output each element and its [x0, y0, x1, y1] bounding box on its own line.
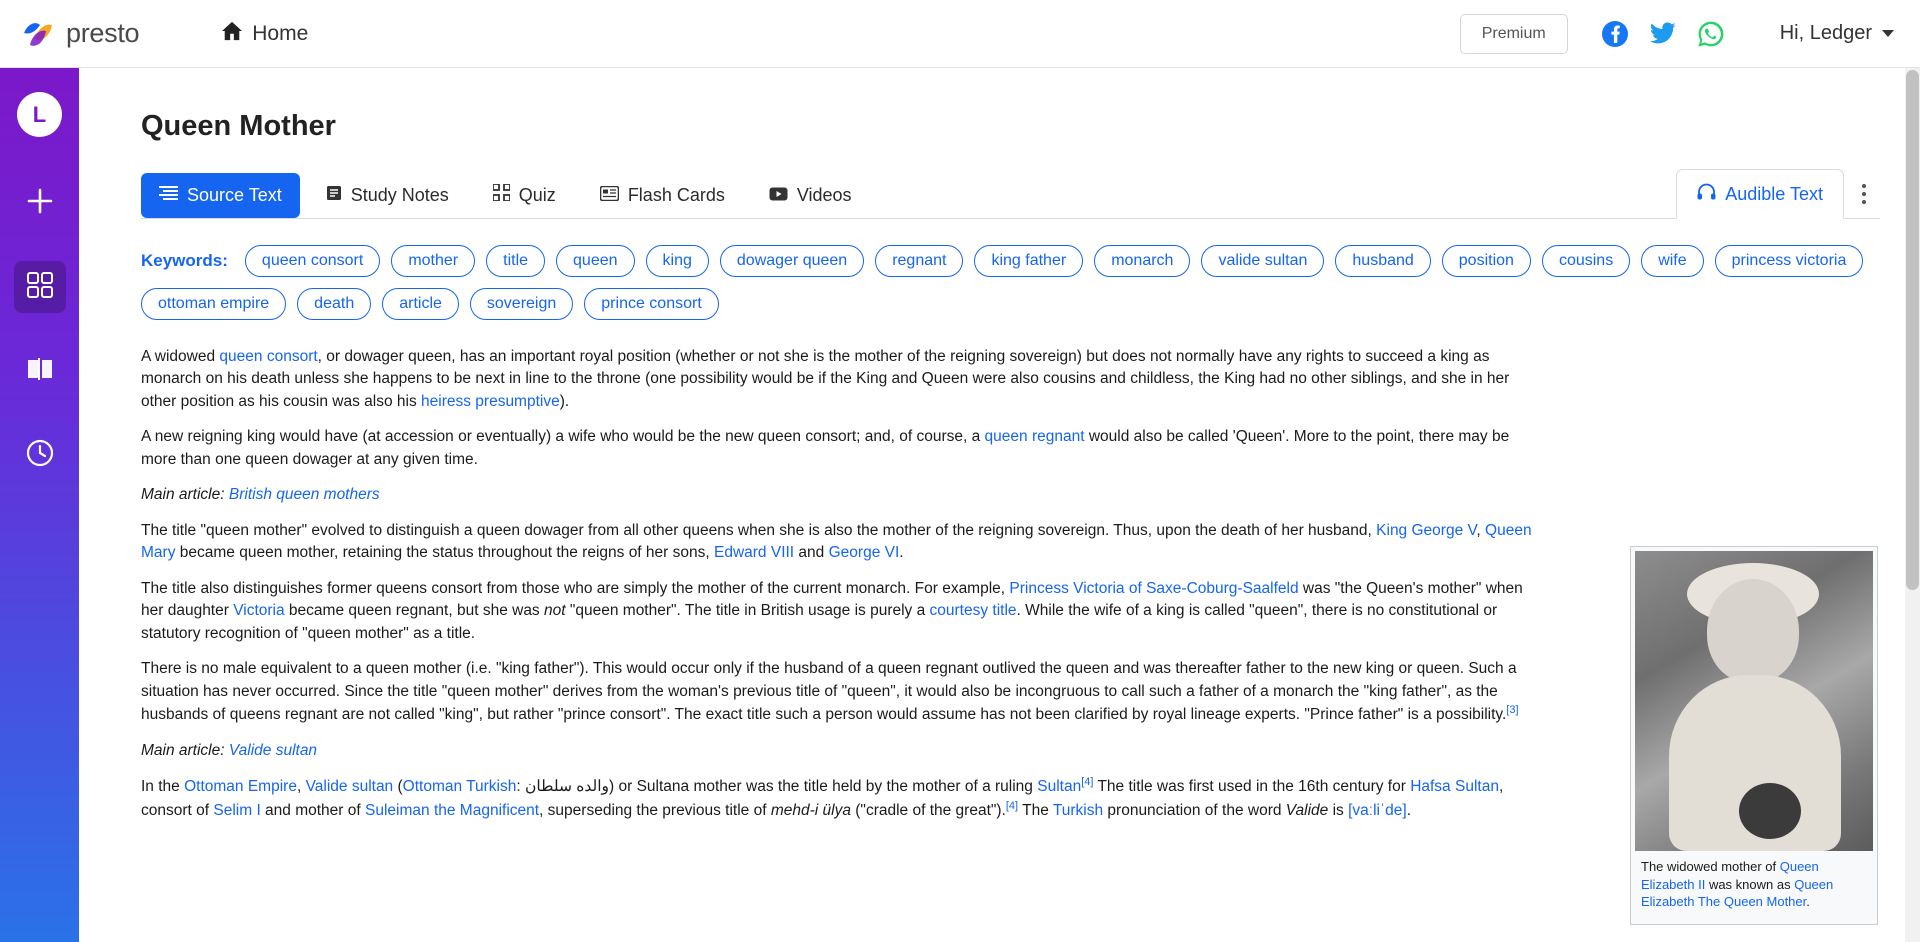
- paragraph-5: [141, 658, 1536, 727]
- citation-link[interactable]: [4]: [1005, 799, 1019, 812]
- link-queen-regnant[interactable]: queen regnant: [984, 428, 1085, 446]
- paragraph-6: [141, 775, 1536, 822]
- link-valide-sultan[interactable]: Valide sultan: [228, 741, 318, 759]
- keyword-chip[interactable]: position: [1442, 245, 1531, 277]
- main-layout: [0, 68, 1920, 942]
- text-run: "queen mother". The title in British usage is purely a: [565, 602, 930, 620]
- keyword-chip[interactable]: king father: [974, 245, 1083, 277]
- link-ipa-pronunciation[interactable]: [vaːliˈde]: [1348, 801, 1407, 819]
- text-run: The: [1018, 801, 1053, 819]
- brand-logo-group[interactable]: [22, 18, 139, 49]
- text-run: ,: [296, 778, 306, 796]
- scrollbar-thumb[interactable]: [1906, 70, 1919, 590]
- text-run: In the: [141, 778, 185, 796]
- tab-bar-right-group: [1676, 169, 1880, 218]
- tab-source-text[interactable]: [141, 173, 300, 218]
- paragraph-2: [141, 426, 1536, 471]
- keyword-chip[interactable]: valide sultan: [1201, 245, 1324, 277]
- tab-audible-text[interactable]: [1676, 169, 1844, 219]
- text-run: The title was first used in the 16th century for: [1093, 778, 1411, 796]
- link-edward-viii[interactable]: Edward VIII: [714, 544, 795, 562]
- text-run: .: [1406, 801, 1412, 819]
- text-run: The widowed mother of: [1641, 859, 1780, 874]
- link-george-vi[interactable]: George VI: [828, 544, 900, 562]
- more-vertical-icon[interactable]: [1844, 172, 1880, 216]
- top-navigation-bar: [0, 0, 1920, 68]
- tab-videos-label: Videos: [796, 185, 852, 205]
- keyword-chip[interactable]: dowager queen: [720, 245, 864, 277]
- sidebar-item-library[interactable]: [14, 345, 66, 397]
- tab-study-notes-label: Study Notes: [350, 185, 449, 205]
- avatar[interactable]: L: [17, 92, 62, 137]
- text-run: became queen regnant, but she was: [284, 602, 544, 620]
- keyword-chip[interactable]: regnant: [875, 245, 963, 277]
- tab-videos[interactable]: [751, 173, 870, 218]
- text-run: and mother of: [260, 801, 366, 819]
- tab-study-notes[interactable]: [308, 173, 467, 218]
- page-title: Queen Mother: [141, 110, 336, 142]
- twitter-icon[interactable]: [1650, 22, 1676, 45]
- headphones-icon: [1697, 183, 1716, 205]
- main-article-label: Main article:: [141, 486, 229, 504]
- text-run: pronunciation of the word: [1103, 801, 1286, 819]
- text-run: .: [899, 544, 904, 562]
- keyword-chip[interactable]: husband: [1335, 245, 1430, 277]
- text-run: There is no male equivalent to a queen mother (i.e. "king father"). This would occur only if the husband of a queen regnant outlived the queen and was thereafter father to the new king or queen. Such a situation has never occurred. Since the title "queen mother" derives from the woman's previous title of "queen", it would also be incongruous to call such a father of a monarch the "king father", as the husbands of queens regnant are not called "king", but rather "prince consort". The exact title such a person would assume has not been clarified by royal lineage experts. "Prince father" is a possibility.: [141, 660, 1517, 724]
- sidebar-item-add[interactable]: [14, 177, 66, 229]
- queen-mother-photo: [1635, 551, 1873, 851]
- brand-name: presto: [66, 18, 140, 48]
- link-queen-mary[interactable]: Queen Mary: [141, 521, 1532, 562]
- facebook-icon[interactable]: [1602, 21, 1628, 47]
- user-menu[interactable]: [1780, 22, 1894, 45]
- tab-bar: [141, 169, 1880, 219]
- keywords-label: Keywords:: [141, 251, 228, 270]
- sidebar-item-dashboard[interactable]: [14, 261, 66, 313]
- text-run: was "the Queen's mother" when her daughter: [141, 579, 1523, 620]
- keyword-chip[interactable]: cousins: [1542, 245, 1630, 277]
- whatsapp-icon[interactable]: [1698, 21, 1724, 47]
- text-run: ).: [559, 392, 570, 410]
- link-heiress-presumptive[interactable]: heiress presumptive: [421, 392, 560, 410]
- text-run: ) or Sultana mother was the title held by the mother of a ruling: [609, 778, 1038, 796]
- emphasis-mehd-i-ulya: mehd-i ülya: [770, 801, 851, 819]
- history-icon: [26, 439, 54, 472]
- text-run: ("cradle of the great").: [850, 801, 1006, 819]
- link-victoria[interactable]: Victoria: [233, 602, 285, 620]
- text-run: and: [794, 544, 829, 562]
- text-run: .: [1806, 894, 1810, 910]
- link-sultan[interactable]: Sultan: [1037, 778, 1082, 796]
- link-hafsa-sultan[interactable]: Hafsa Sultan: [1410, 778, 1499, 796]
- keyword-chip[interactable]: mother: [391, 245, 475, 277]
- keyword-chip[interactable]: queen: [556, 245, 635, 277]
- link-valide-sultan-2[interactable]: Valide sultan: [305, 778, 394, 796]
- user-greeting-label: Hi, Ledger: [1779, 22, 1872, 44]
- home-icon: [221, 21, 243, 47]
- main-article-note-2: [141, 740, 1536, 762]
- link-queen-elizabeth-ii[interactable]: Queen Elizabeth II: [1641, 859, 1819, 892]
- main-article-label: Main article:: [141, 741, 229, 759]
- presto-logo-icon: [22, 19, 56, 49]
- add-icon: [26, 187, 54, 220]
- home-label: Home: [252, 21, 309, 45]
- keyword-chip[interactable]: monarch: [1094, 245, 1190, 277]
- emphasis-valide: Valide: [1285, 801, 1329, 819]
- text-run: . While the wife of a king is called "queen", there is no constitutional or statutory recognition of "queen mother" as a title.: [141, 602, 1498, 642]
- text-run: , or dowager queen, has an important royal position (whether or not she is the mother of the reigning sovereign) but does not normally have any rights to succeed a king as monarch on his death unless she happens to be next in line to the throne (one possibility would be if the King and Queen were also cousins and childless, the King had no other siblings, and she in her other position as his cousin was also his: [141, 348, 1510, 410]
- premium-button[interactable]: Premium: [1460, 14, 1568, 54]
- tab-flash-cards[interactable]: [582, 173, 743, 218]
- keyword-chip[interactable]: king: [646, 245, 709, 277]
- keyword-chip[interactable]: wife: [1641, 245, 1703, 277]
- link-ottoman-turkish[interactable]: Ottoman Turkish: [402, 778, 517, 796]
- home-nav-link[interactable]: [221, 21, 308, 47]
- keyword-chip[interactable]: queen consort: [245, 245, 380, 277]
- video-icon: [769, 185, 788, 206]
- text-run: The title "queen mother" evolved to distinguish a queen dowager from all other queens when she is also the mother of the reigning sovereign. Thus, upon the death of her husband,: [141, 521, 1377, 539]
- citation-ref-4b[interactable]: [1006, 800, 1018, 812]
- citation-ref-4a[interactable]: [1081, 776, 1093, 788]
- chevron-down-icon: [1882, 30, 1894, 37]
- text-run: :: [516, 778, 525, 796]
- article-body: [141, 346, 1536, 822]
- text-run: became queen mother, retaining the status throughout the reigns of her sons,: [175, 544, 714, 562]
- top-bar-right-group: [1460, 14, 1894, 54]
- emphasis-not: not: [544, 602, 566, 620]
- link-princess-victoria[interactable]: Princess Victoria of Saxe-Coburg-Saalfeld: [1009, 579, 1299, 597]
- library-icon: [26, 356, 54, 387]
- notes-icon: [326, 185, 342, 206]
- tab-flash-cards-label: Flash Cards: [627, 185, 725, 205]
- link-ottoman-empire[interactable]: Ottoman Empire: [184, 778, 297, 796]
- sidebar-item-history[interactable]: [14, 429, 66, 481]
- keyword-chip[interactable]: title: [486, 245, 545, 277]
- text-run: A widowed: [141, 348, 220, 365]
- text-run: , superseding the previous title of: [539, 801, 771, 819]
- quiz-icon: [493, 184, 510, 206]
- paragraph-4: [141, 578, 1536, 645]
- citation-ref-3[interactable]: [1506, 704, 1518, 716]
- main-article-note-1: [141, 484, 1536, 506]
- keyword-chip[interactable]: ottoman empire: [141, 288, 286, 320]
- citation-link[interactable]: [4]: [1081, 776, 1094, 789]
- left-sidebar: [0, 68, 79, 942]
- tab-quiz[interactable]: [475, 172, 574, 218]
- link-british-queen-mothers[interactable]: British queen mothers: [228, 486, 380, 504]
- paragraph-1: [141, 346, 1536, 413]
- text-run: ,: [1476, 521, 1486, 539]
- keywords-section: [141, 245, 1880, 320]
- ottoman-turkish-script: والده سلطان: [525, 778, 610, 796]
- link-courtesy-title[interactable]: courtesy title: [929, 602, 1017, 620]
- figure-caption: [1635, 851, 1873, 920]
- keyword-chip[interactable]: death: [297, 288, 371, 320]
- link-queen-elizabeth-the-queen-mother[interactable]: Queen Elizabeth The Queen Mother: [1641, 876, 1834, 910]
- page-scrollbar[interactable]: [1905, 68, 1920, 942]
- text-run: (: [393, 778, 403, 796]
- link-suleiman-the-magnificent[interactable]: Suleiman the Magnificent: [365, 801, 540, 819]
- text-run: was known as: [1705, 876, 1795, 892]
- tab-quiz-label: Quiz: [518, 184, 556, 205]
- link-selim-i[interactable]: Selim I: [213, 801, 261, 819]
- flashcards-icon: [600, 185, 619, 206]
- keyword-chip[interactable]: prince consort: [584, 288, 719, 320]
- text-run: A new reigning king would have (at accession or eventually) a wife who would be the new queen consort; and, of course, a: [141, 428, 985, 446]
- tab-audible-text-label: Audible Text: [1725, 183, 1823, 204]
- text-run: The title also distinguishes former queens consort from those who are simply the mother of the current monarch. For example,: [141, 579, 1010, 597]
- text-run: would also be called 'Queen'. More to the point, there may be more than one queen dowager at any given time.: [141, 428, 1510, 468]
- content-area: [79, 68, 1920, 942]
- dashboard-icon: [27, 272, 53, 303]
- link-king-george-v[interactable]: King George V: [1376, 521, 1477, 539]
- tab-source-text-label: Source Text: [187, 185, 282, 205]
- link-queen-consort[interactable]: queen consort: [219, 348, 318, 365]
- source-text-icon: [159, 185, 178, 206]
- keyword-chip[interactable]: princess victoria: [1715, 245, 1864, 277]
- keyword-chip[interactable]: article: [382, 288, 459, 320]
- text-run: is: [1328, 801, 1349, 819]
- keyword-chip[interactable]: sovereign: [470, 288, 573, 320]
- link-turkish[interactable]: Turkish: [1052, 801, 1104, 819]
- article-figure: [1630, 546, 1878, 925]
- paragraph-3: [141, 520, 1536, 565]
- text-run: , consort of: [141, 778, 1504, 819]
- social-share-group: [1602, 21, 1724, 47]
- citation-link[interactable]: [3]: [1506, 704, 1519, 717]
